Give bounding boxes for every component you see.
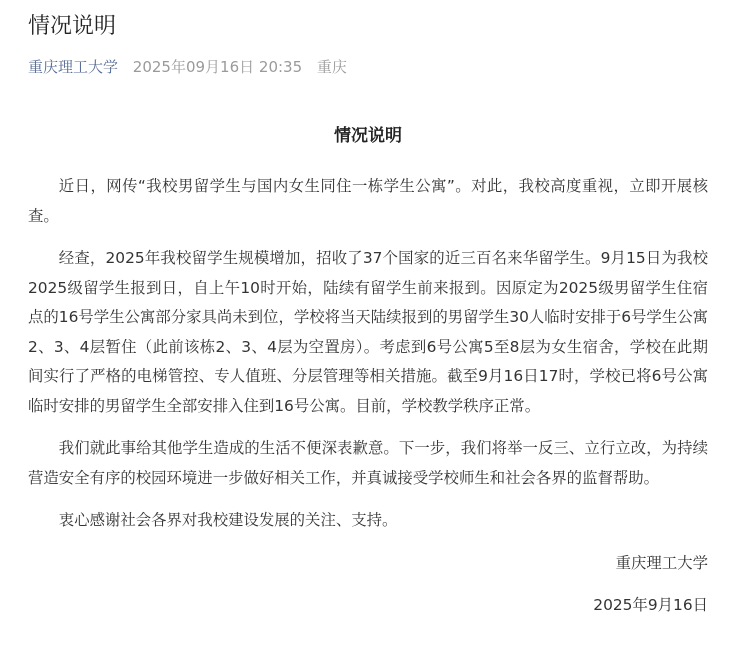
paragraph: 我们就此事给其他学生造成的生活不便深表歉意。下一步，我们将举一反三、立行立改，为持续营造安全有序的校园环境进一步做好相关工作，并真诚接受学校师生和社会各界的监督帮助。 xyxy=(28,439,708,487)
signature-org: 重庆理工大学 xyxy=(615,553,708,572)
paragraph: 近日，网传“我校男留学生与国内女生同住一栋学生公寓”。对此，我校高度重视，立即开展核查。 xyxy=(28,177,708,225)
publish-time: 2025年09月16日 20:35 xyxy=(132,58,303,76)
page-title: 情况说明 xyxy=(28,14,117,39)
publish-location: 重庆 xyxy=(316,58,347,76)
paragraph: 经查，2025年我校留学生规模增加，招收了37个国家的近三百名来华留学生。9月15日为我校2025级留学生报到日，自上午10时开始，陆续有留学生前来报到。因原定为2025级男留学生住宿点的16号学生公寓部分家具尚未到位，学校将当天陆续报到的男留学生30人临时安排于6号学生公寓2、3、4层暂住（此前该栋2、3、4层为空置房）。考虑到6号公寓5至8层为女生宿舍，学校在此期间实行了严格的电梯管控、专人值班、分层管理等相关措施。截至9月16日17时，学校已将6号公寓临时安排的男留学生全部安排入住到16号公寓。目前，学校教学秩序正常。 xyxy=(28,249,708,415)
account-name-link[interactable]: 重庆理工大学 xyxy=(28,58,119,76)
paragraph: 衷心感谢社会各界对我校建设发展的关注、支持。 xyxy=(58,511,398,529)
article-body xyxy=(28,118,708,621)
article-meta xyxy=(28,55,347,79)
signature-date: 2025年9月16日 xyxy=(593,596,708,614)
article-title: 情况说明 xyxy=(334,126,402,146)
